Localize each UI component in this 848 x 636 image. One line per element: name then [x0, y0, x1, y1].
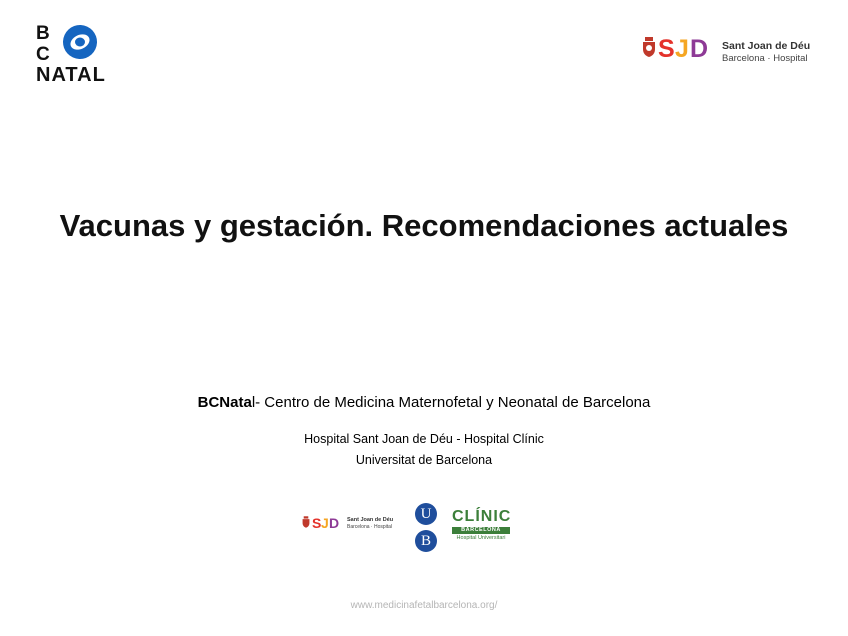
clinic-subtitle: Hospital Universitari	[456, 535, 506, 541]
sjd-crest-icon	[642, 37, 656, 57]
sjd-crest-small-icon	[302, 516, 310, 528]
ub-letter-b: B	[420, 533, 431, 549]
sjd-mark-d: D	[690, 35, 708, 63]
sjd-logo-small	[302, 514, 412, 536]
sjd-mark-j: J	[675, 35, 688, 63]
institution-rest: l- Centro de Medicina Maternofetal y Neonatal de Barcelona	[251, 394, 651, 411]
bcnatal-logo-natal: NATAL	[36, 64, 106, 86]
footer-url: www.medicinafetalbarcelona.org/	[350, 600, 498, 611]
sjd-small-mark-j: J	[321, 515, 328, 531]
sjd-small-mark-d: D	[329, 515, 339, 531]
sjd-logo	[642, 34, 822, 66]
ub-logo	[412, 502, 440, 554]
bcnatal-logo-letter-b: B	[36, 23, 50, 44]
bcnatal-logo	[36, 22, 126, 86]
sjd-mark-s: S	[658, 35, 674, 63]
clinic-logo	[452, 508, 522, 548]
sjd-small-name: Sant Joan de Déu	[347, 517, 394, 523]
clinic-bar: BARCELONA	[452, 527, 510, 534]
page-title: Vacunas y gestación. Recomendaciones actuales	[59, 208, 789, 243]
institution-bold: BCNata	[197, 394, 252, 411]
bcnatal-eye-icon	[58, 22, 102, 62]
sjd-name: Sant Joan de Déu	[722, 40, 811, 52]
institution-line	[0, 394, 848, 411]
sjd-subtitle: Barcelona · Hospital	[722, 53, 808, 64]
ub-letter-u: U	[420, 506, 432, 522]
university-line: Universitat de Barcelona	[355, 453, 493, 467]
bcnatal-logo-letter-c: C	[36, 44, 50, 65]
hospitals-line: Hospital Sant Joan de Déu - Hospital Clínic	[304, 432, 544, 446]
sjd-small-mark-s: S	[312, 515, 321, 531]
clinic-word: CLÍNIC	[452, 508, 512, 525]
sjd-small-subtitle: Barcelona · Hospital	[347, 524, 393, 530]
